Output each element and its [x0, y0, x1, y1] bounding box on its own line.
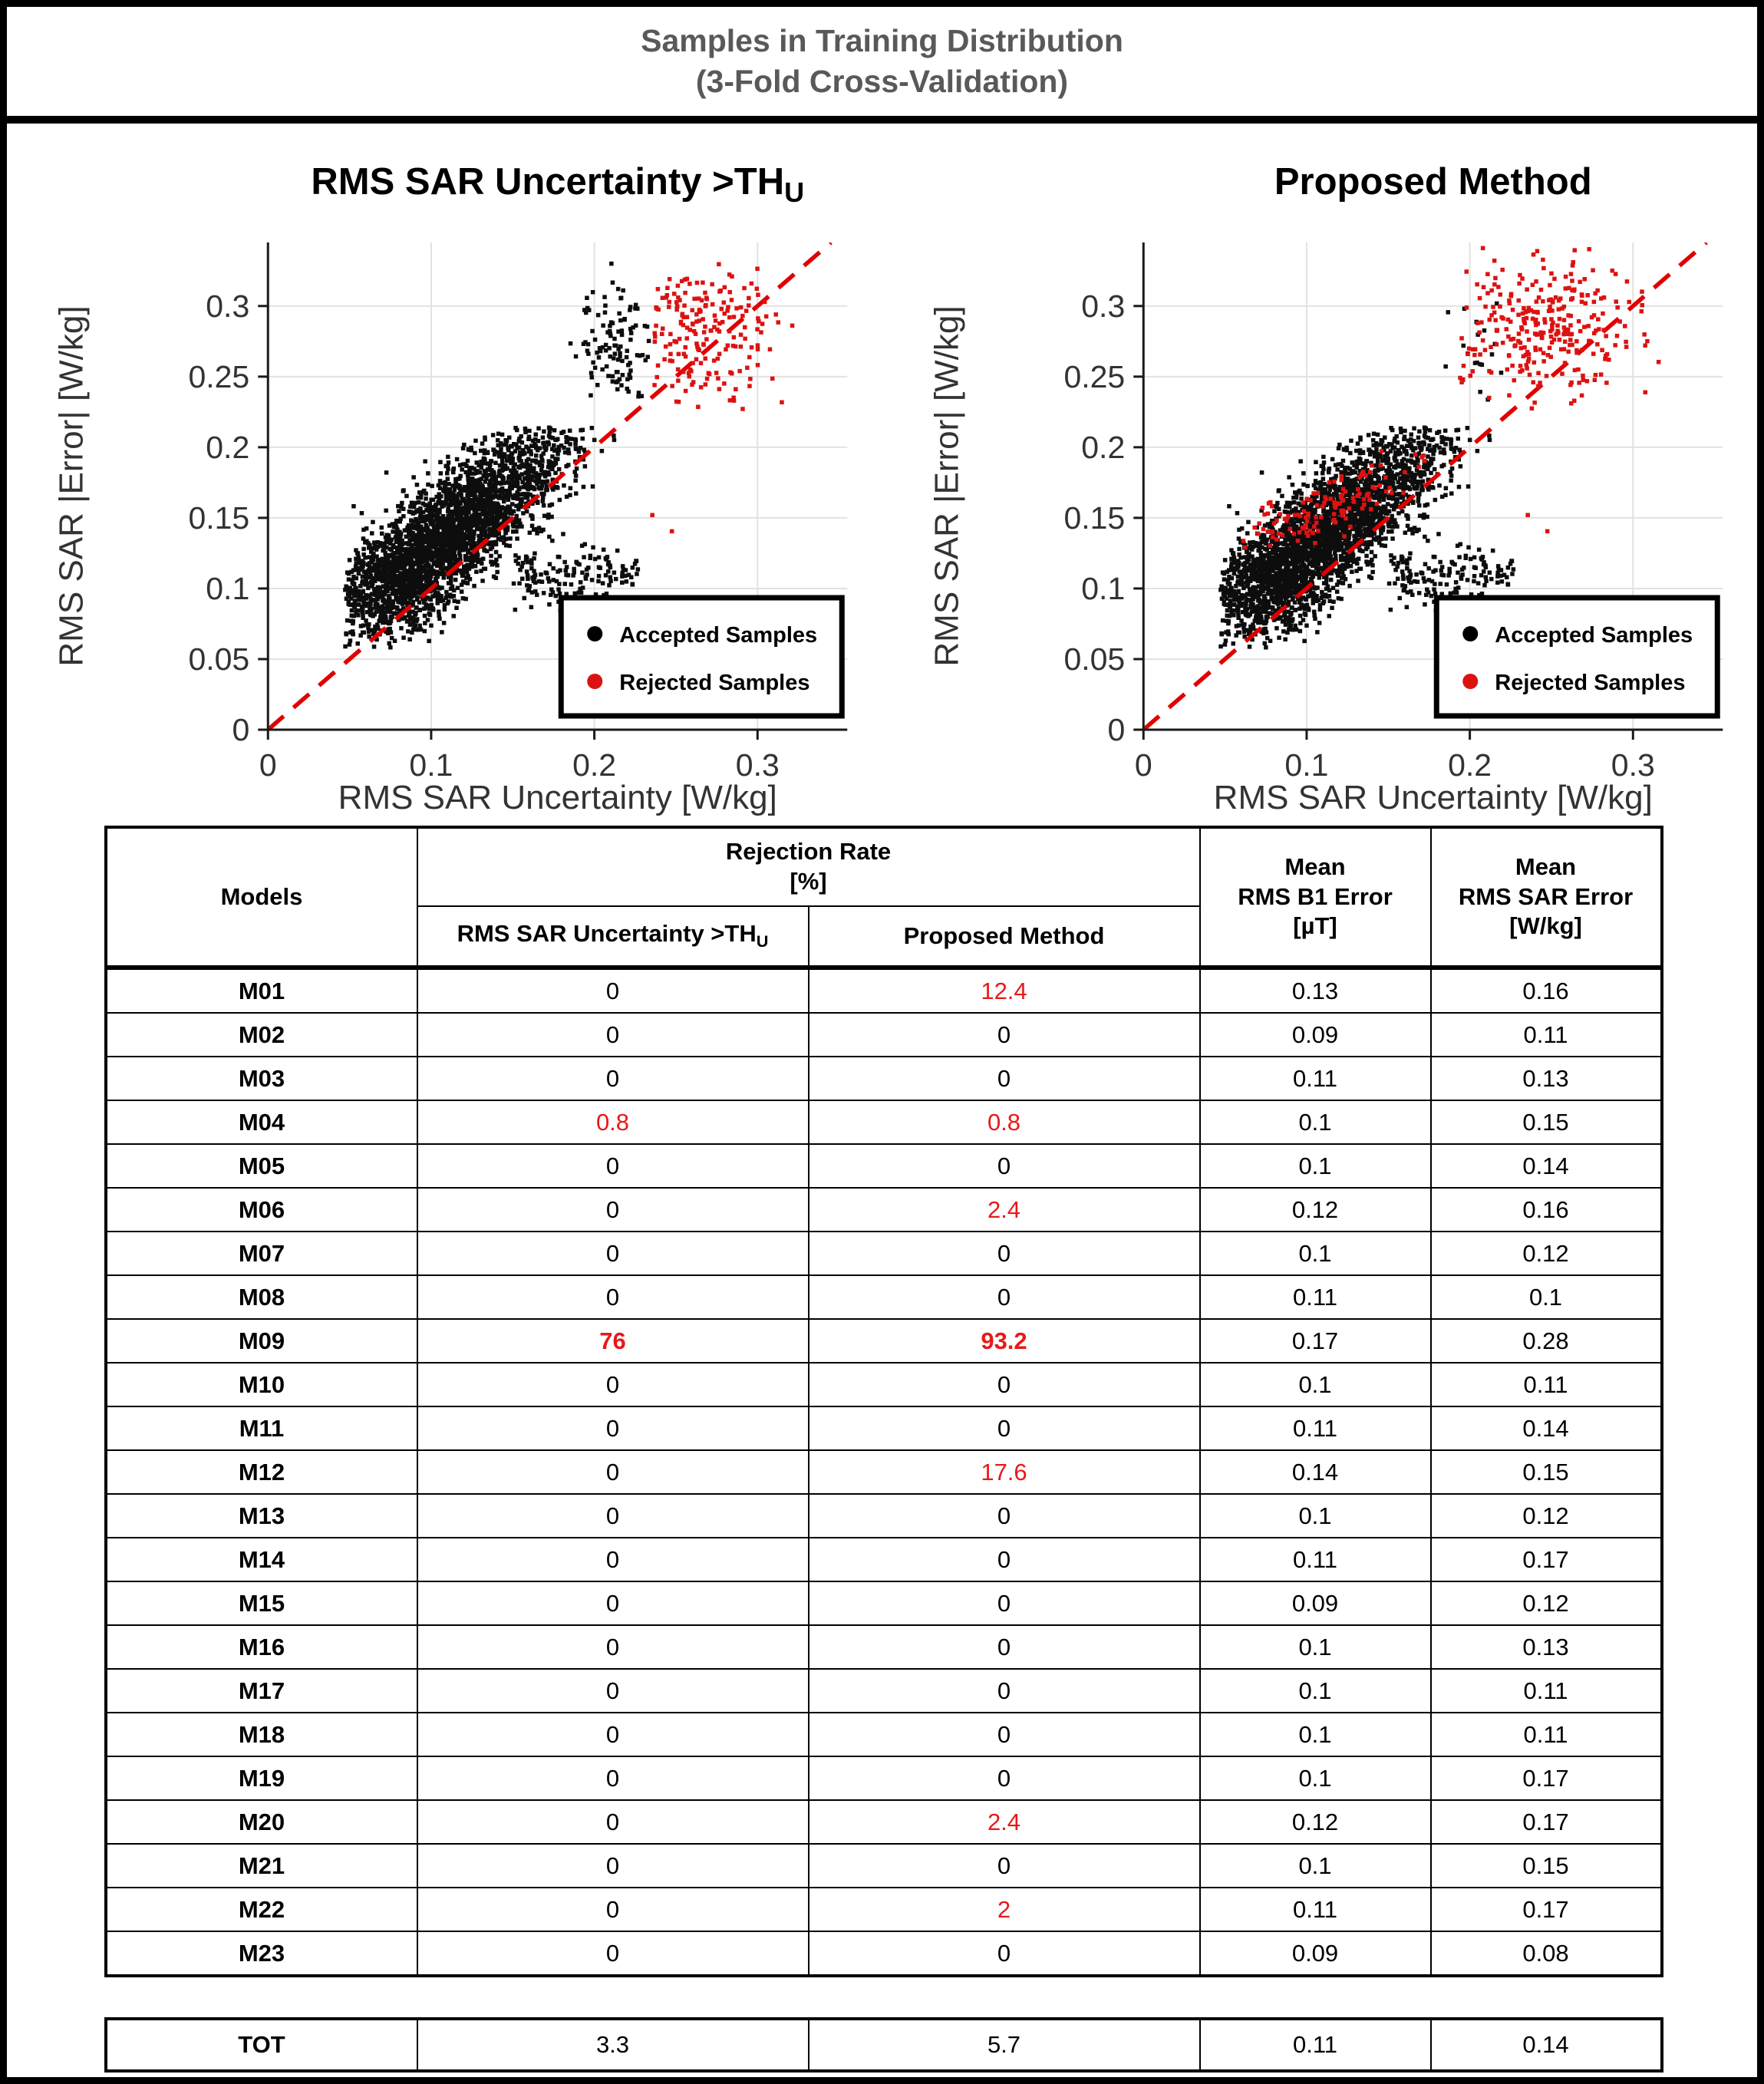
cell-proposed-rejection: 0: [809, 1144, 1200, 1188]
cell-threshold-rejection: 0: [417, 1363, 809, 1406]
table-row: [106, 1319, 1662, 1363]
cell-proposed-rejection: 0: [809, 1713, 1200, 1756]
cell-model: M19: [106, 1756, 417, 1800]
cell-threshold-rejection: 0: [417, 1669, 809, 1713]
svg-text:0.15: 0.15: [1063, 500, 1125, 536]
cell-mean-b1-error: 0.11: [1200, 1275, 1431, 1319]
cell-threshold-rejection: 0: [417, 1450, 809, 1494]
cell-model: M12: [106, 1450, 417, 1494]
cell-threshold-rejection: 0: [417, 1188, 809, 1232]
cell-total-threshold: 3.3: [417, 2019, 809, 2071]
cell-proposed-rejection: 17.6: [809, 1450, 1200, 1494]
cell-mean-sar-error: 0.17: [1431, 1888, 1662, 1931]
cell-mean-b1-error: 0.1: [1200, 1232, 1431, 1275]
header-rejection-line1: Rejection Rate: [725, 838, 892, 866]
cell-model: M07: [106, 1232, 417, 1275]
plot-legend: [561, 598, 842, 716]
cell-model: M10: [106, 1363, 417, 1406]
cell-mean-b1-error: 0.14: [1200, 1450, 1431, 1494]
cell-mean-sar-error: 0.11: [1431, 1669, 1662, 1713]
cell-proposed-rejection: 93.2: [809, 1319, 1200, 1363]
cell-mean-b1-error: 0.13: [1200, 968, 1431, 1013]
table-row: [106, 1275, 1662, 1319]
cell-mean-sar-error: 0.13: [1431, 1057, 1662, 1100]
svg-text:0.1: 0.1: [206, 570, 250, 606]
svg-text:Accepted Samples: Accepted Samples: [619, 623, 818, 648]
cell-proposed-rejection: 0: [809, 1406, 1200, 1450]
table-row: [106, 1232, 1662, 1275]
results-table: [104, 826, 1663, 1977]
cell-mean-sar-error: 0.17: [1431, 1538, 1662, 1581]
cell-threshold-rejection: 0: [417, 1013, 809, 1057]
svg-text:RMS SAR Uncertainty [W/kg]: RMS SAR Uncertainty [W/kg]: [1213, 779, 1653, 816]
cell-mean-b1-error: 0.1: [1200, 1625, 1431, 1669]
svg-text:0.15: 0.15: [188, 500, 250, 536]
svg-text:0.3: 0.3: [735, 747, 780, 783]
cell-model: M14: [106, 1538, 417, 1581]
plot-proposed-method: [882, 124, 1758, 818]
cell-model: M05: [106, 1144, 417, 1188]
cell-model: M02: [106, 1013, 417, 1057]
cell-model: M13: [106, 1494, 417, 1538]
cell-mean-b1-error: 0.1: [1200, 1669, 1431, 1713]
svg-text:0.3: 0.3: [1611, 747, 1655, 783]
cell-mean-b1-error: 0.1: [1200, 1144, 1431, 1188]
figure-title-line2: (3-Fold Cross-Validation): [695, 64, 1069, 99]
cell-threshold-rejection: 0: [417, 1625, 809, 1669]
cell-mean-b1-error: 0.11: [1200, 1406, 1431, 1450]
cell-threshold-rejection: 0: [417, 1756, 809, 1800]
table-row: [106, 1406, 1662, 1450]
cell-model: M06: [106, 1188, 417, 1232]
cell-mean-sar-error: 0.28: [1431, 1319, 1662, 1363]
scatter-plot-proposed: [882, 124, 1758, 818]
cell-mean-sar-error: 0.11: [1431, 1363, 1662, 1406]
cell-mean-b1-error: 0.11: [1200, 1888, 1431, 1931]
cell-model: M15: [106, 1581, 417, 1625]
cell-mean-sar-error: 0.11: [1431, 1013, 1662, 1057]
cell-model: M22: [106, 1888, 417, 1931]
table-row: [106, 1888, 1662, 1931]
header-mean-b1-error: Mean RMS B1 Error [µT]: [1200, 827, 1431, 968]
svg-text:0: 0: [232, 712, 250, 747]
svg-text:0.1: 0.1: [1284, 747, 1328, 783]
cell-mean-b1-error: 0.09: [1200, 1581, 1431, 1625]
cell-model: M11: [106, 1406, 417, 1450]
svg-text:0.2: 0.2: [572, 747, 617, 783]
table-row: [106, 1669, 1662, 1713]
total-row: [106, 2019, 1662, 2071]
cell-mean-sar-error: 0.08: [1431, 1931, 1662, 1976]
cell-model: M20: [106, 1800, 417, 1844]
cell-mean-sar-error: 0.11: [1431, 1713, 1662, 1756]
header-rejection-rate: [417, 827, 1200, 906]
cell-threshold-rejection: 0: [417, 1931, 809, 1976]
cell-mean-sar-error: 0.12: [1431, 1581, 1662, 1625]
svg-text:0.1: 0.1: [409, 747, 453, 783]
cell-threshold-rejection: 0: [417, 1057, 809, 1100]
cell-threshold-rejection: 0: [417, 1406, 809, 1450]
cell-threshold-rejection: 0: [417, 1581, 809, 1625]
cell-mean-b1-error: 0.12: [1200, 1800, 1431, 1844]
table-row: [106, 1363, 1662, 1406]
cell-mean-sar-error: 0.12: [1431, 1232, 1662, 1275]
cell-total-sar: 0.14: [1431, 2019, 1662, 2071]
cell-threshold-rejection: 0: [417, 1800, 809, 1844]
cell-threshold-rejection: 0: [417, 1538, 809, 1581]
cell-proposed-rejection: 0: [809, 1275, 1200, 1319]
cell-model: M18: [106, 1713, 417, 1756]
table-row: [106, 1013, 1662, 1057]
cell-threshold-rejection: 0: [417, 968, 809, 1013]
cell-mean-sar-error: 0.16: [1431, 1188, 1662, 1232]
cell-proposed-rejection: 0: [809, 1669, 1200, 1713]
svg-text:Rejected Samples: Rejected Samples: [1494, 671, 1685, 695]
cell-threshold-rejection: 0: [417, 1494, 809, 1538]
cell-threshold-rejection: 0.8: [417, 1100, 809, 1144]
svg-text:0: 0: [259, 747, 277, 783]
svg-text:0: 0: [1134, 747, 1152, 783]
svg-text:0.25: 0.25: [188, 358, 250, 394]
cell-model: M23: [106, 1931, 417, 1976]
cell-threshold-rejection: 76: [417, 1319, 809, 1363]
table-row: [106, 1144, 1662, 1188]
total-row-table: [104, 2017, 1663, 2072]
cell-total-b1: 0.11: [1200, 2019, 1431, 2071]
svg-text:0.2: 0.2: [1447, 747, 1492, 783]
svg-text:0.05: 0.05: [188, 641, 250, 677]
header-rejection-line2: [%]: [790, 868, 827, 895]
cell-proposed-rejection: 2.4: [809, 1188, 1200, 1232]
figure-title-line1: Samples in Training Distribution: [641, 22, 1123, 58]
table-row: [106, 1931, 1662, 1976]
cell-mean-b1-error: 0.09: [1200, 1013, 1431, 1057]
svg-text:0.25: 0.25: [1063, 358, 1125, 394]
svg-text:0.2: 0.2: [206, 429, 250, 465]
cell-proposed-rejection: 0: [809, 1232, 1200, 1275]
cell-proposed-rejection: 0: [809, 1013, 1200, 1057]
cell-mean-b1-error: 0.1: [1200, 1844, 1431, 1888]
cell-model: M09: [106, 1319, 417, 1363]
svg-text:0: 0: [1106, 712, 1125, 747]
cell-mean-sar-error: 0.13: [1431, 1625, 1662, 1669]
svg-text:RMS SAR Uncertainty [W/kg]: RMS SAR Uncertainty [W/kg]: [338, 779, 777, 816]
cell-mean-b1-error: 0.1: [1200, 1756, 1431, 1800]
svg-text:0.05: 0.05: [1063, 641, 1125, 677]
cell-mean-sar-error: 0.15: [1431, 1844, 1662, 1888]
cell-mean-b1-error: 0.09: [1200, 1931, 1431, 1976]
table-row: [106, 1625, 1662, 1669]
cell-threshold-rejection: 0: [417, 1844, 809, 1888]
cell-mean-sar-error: 0.1: [1431, 1275, 1662, 1319]
figure-title-box: [7, 7, 1757, 124]
cell-total-label: TOT: [106, 2019, 417, 2071]
cell-mean-b1-error: 0.1: [1200, 1713, 1431, 1756]
cell-threshold-rejection: 0: [417, 1888, 809, 1931]
cell-mean-sar-error: 0.15: [1431, 1100, 1662, 1144]
cell-model: M03: [106, 1057, 417, 1100]
cell-proposed-rejection: 0: [809, 1538, 1200, 1581]
table-row: [106, 968, 1662, 1013]
cell-threshold-rejection: 0: [417, 1232, 809, 1275]
cell-mean-b1-error: 0.1: [1200, 1494, 1431, 1538]
cell-model: M17: [106, 1669, 417, 1713]
table-row: [106, 1800, 1662, 1844]
cell-mean-b1-error: 0.1: [1200, 1363, 1431, 1406]
cell-mean-sar-error: 0.12: [1431, 1494, 1662, 1538]
cell-threshold-rejection: 0: [417, 1275, 809, 1319]
header-proposed-method: Proposed Method: [809, 906, 1200, 968]
cell-proposed-rejection: 0: [809, 1057, 1200, 1100]
svg-text:RMS SAR |Error| [W/kg]: RMS SAR |Error| [W/kg]: [927, 305, 965, 667]
cell-model: M21: [106, 1844, 417, 1888]
cell-model: M16: [106, 1625, 417, 1669]
table-row: [106, 1581, 1662, 1625]
table-row: [106, 1844, 1662, 1888]
table-row: [106, 1713, 1662, 1756]
header-threshold-method: RMS SAR Uncertainty $>TH_U$: [417, 906, 809, 968]
scatter-plot-threshold: [7, 124, 882, 818]
svg-text:0.3: 0.3: [1080, 288, 1125, 324]
cell-mean-sar-error: 0.14: [1431, 1144, 1662, 1188]
cell-mean-sar-error: 0.14: [1431, 1406, 1662, 1450]
table-row: [106, 1538, 1662, 1581]
cell-proposed-rejection: 12.4: [809, 968, 1200, 1013]
svg-text:0.2: 0.2: [1080, 429, 1125, 465]
table-row: [106, 1450, 1662, 1494]
cell-mean-b1-error: 0.17: [1200, 1319, 1431, 1363]
cell-mean-b1-error: 0.11: [1200, 1057, 1431, 1100]
scatter-plots-row: [7, 124, 1757, 818]
table-row: [106, 1494, 1662, 1538]
cell-mean-sar-error: 0.16: [1431, 968, 1662, 1013]
svg-text:Accepted Samples: Accepted Samples: [1494, 623, 1693, 648]
table-row: [106, 1188, 1662, 1232]
svg-text:0.3: 0.3: [206, 288, 250, 324]
cell-mean-sar-error: 0.17: [1431, 1800, 1662, 1844]
cell-proposed-rejection: 0: [809, 1625, 1200, 1669]
cell-proposed-rejection: 2: [809, 1888, 1200, 1931]
cell-model: M08: [106, 1275, 417, 1319]
header-mean-sar-error: Mean RMS SAR Error [W/kg]: [1431, 827, 1662, 968]
cell-threshold-rejection: 0: [417, 1713, 809, 1756]
table-row: [106, 1057, 1662, 1100]
cell-proposed-rejection: 0: [809, 1494, 1200, 1538]
svg-text:Proposed Method: Proposed Method: [1274, 161, 1592, 203]
cell-proposed-rejection: 0: [809, 1844, 1200, 1888]
cell-proposed-rejection: 0: [809, 1581, 1200, 1625]
cell-mean-sar-error: 0.15: [1431, 1450, 1662, 1494]
table-row: [106, 1100, 1662, 1144]
header-models: Models: [106, 827, 417, 968]
cell-mean-sar-error: 0.17: [1431, 1756, 1662, 1800]
cell-mean-b1-error: 0.11: [1200, 1538, 1431, 1581]
cell-mean-b1-error: 0.12: [1200, 1188, 1431, 1232]
plot-legend: [1436, 598, 1717, 716]
cell-model: M01: [106, 968, 417, 1013]
cell-proposed-rejection: 0: [809, 1363, 1200, 1406]
cell-proposed-rejection: 0: [809, 1931, 1200, 1976]
cell-mean-b1-error: 0.1: [1200, 1100, 1431, 1144]
svg-text:0.1: 0.1: [1080, 570, 1125, 606]
svg-text:RMS SAR |Error| [W/kg]: RMS SAR |Error| [W/kg]: [52, 305, 91, 667]
svg-text:RMS SAR Uncertainty >THU: RMS SAR Uncertainty $>TH_U$: [311, 161, 805, 208]
cell-model: M04: [106, 1100, 417, 1144]
cell-proposed-rejection: 0: [809, 1756, 1200, 1800]
svg-text:Rejected Samples: Rejected Samples: [619, 671, 810, 695]
cell-proposed-rejection: 2.4: [809, 1800, 1200, 1844]
results-table-wrap: [104, 826, 1660, 2072]
cell-threshold-rejection: 0: [417, 1144, 809, 1188]
cell-total-proposed: 5.7: [809, 2019, 1200, 2071]
cell-proposed-rejection: 0.8: [809, 1100, 1200, 1144]
plot-threshold-method: [7, 124, 882, 818]
table-row: [106, 1756, 1662, 1800]
